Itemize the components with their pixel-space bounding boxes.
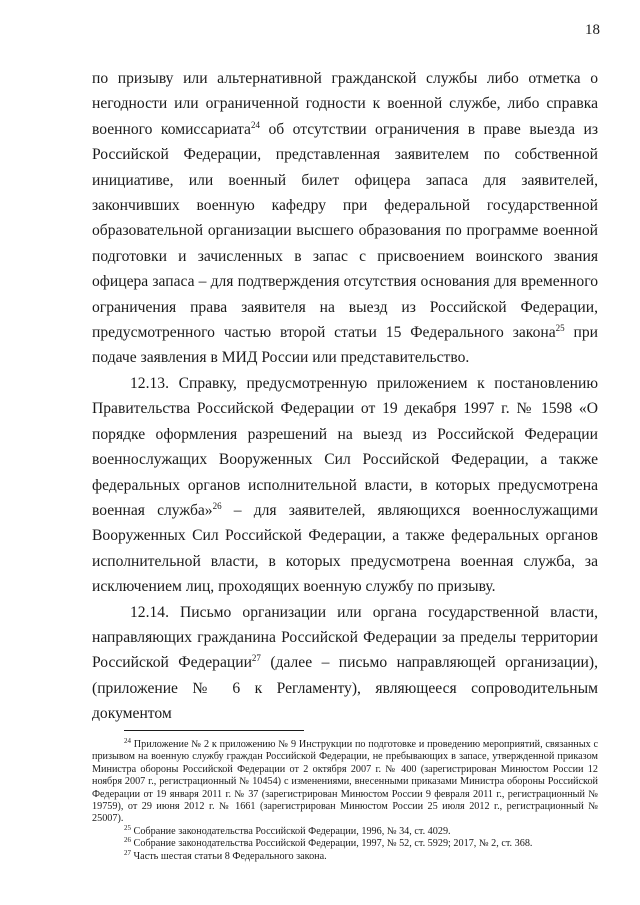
footnote-number: 26 xyxy=(124,836,131,845)
main-text xyxy=(92,66,598,727)
paragraph-text: по призыву или альтернативной гражданской службы либо отметка о негодности или ограниченной годности к военной службе, либо справка военного комиссариата xyxy=(92,70,598,138)
paragraph-12-14 xyxy=(92,600,598,727)
footnote-text: Часть шестая статьи 8 Федерального закона. xyxy=(131,850,327,862)
footnote-number: 25 xyxy=(124,823,131,832)
footnote-ref: 26 xyxy=(212,500,222,511)
footnote xyxy=(92,823,598,838)
page-number: 18 xyxy=(585,22,600,38)
footnote-ref: 25 xyxy=(555,323,565,334)
paragraph-text: об отсутствии ограничения в праве выезда из Российской Федерации, представленная заявителем по собственной инициативе, или военный билет офицера запаса для заявителей, закончивших военную кафедру при федеральной государственной образовательной организации высшего образования по программе военной подготовки и зачисленных в запас с присвоением воинского звания офицера запаса – для подтверждения отсутствия основания для временного ограничения права заявителя на выезд из Российской Федерации, предусмотренного частью второй статьи 15 Федерального закона xyxy=(92,120,598,342)
paragraph-text: при подаче заявления в МИД России или представительство. xyxy=(92,324,599,367)
paragraph-text: 12.14. Письмо организации или органа государственной власти, направляющих гражданина Российской Федерации за пределы территории Российской Федерации xyxy=(92,603,598,672)
paragraph-continuation xyxy=(92,66,598,371)
footnote xyxy=(92,739,598,826)
footnote-number: 24 xyxy=(124,737,131,745)
paragraph-text: (далее – письмо направляющей организации), (приложение № 6 к Регламенту), являющееся сопроводительным документом xyxy=(92,654,598,723)
footnote-number: 27 xyxy=(124,848,131,857)
paragraph-12-13 xyxy=(92,371,598,600)
paragraph-text: 12.13. Справку, предусмотренную приложением к постановлению Правительства Российской Федерации от 19 декабря 1997 г. № 1598 «О порядке оформления разрешений на выезд из Российской Федерации военнослужащих Вооруженных Сил Российской Федерации, а также федеральных органов исполнительной власти, в которых предусмотрена военная служба» xyxy=(92,374,598,519)
footnote xyxy=(92,838,598,850)
footnote-text: Собрание законодательства Российской Федерации, 1996, № 34, ст. 4029. xyxy=(131,825,451,837)
footnote-ref: 27 xyxy=(251,653,261,664)
footnote-text: Собрание законодательства Российской Федерации, 1997, № 52, ст. 5929; 2017, № 2, ст. 368. xyxy=(131,838,533,850)
footnote-text: Приложение № 2 к приложению № 9 Инструкции по подготовке и проведению мероприятий, связанных с призывом на военную службу граждан Российской Федерации, не пребывающих в запасе, утвержденной приказом Министра обороны Российской Федерации от 2 октября 2007 г. № 400 (зарегистрирован Минюстом России 12 ноября 2007 г., регистрационный № 10454) с изменениями, внесенными приказами Министра обороны Российской Федерации от 19 января 2011 г. № 37 (зарегистрирован Минюстом России 9 февраля 2011 г., регистрационный № 19759), от 29 июня 2012 г. № 1661 (зарегистрирован Минюстом России 25 июля 2012 г., регистрационный № 25007). xyxy=(92,739,598,825)
footnote-ref: 24 xyxy=(250,119,260,130)
footnote-separator xyxy=(124,730,304,731)
footnote xyxy=(92,848,598,863)
footnotes xyxy=(92,739,598,863)
paragraph-text: – для заявителей, являющихся военнослужащими Вооруженных Сил Российской Федерации, а также федеральных органов исполнительной власти, в которых предусмотрена военная служба, за исключением лиц, проходящих военную службу по призыву. xyxy=(92,501,598,596)
